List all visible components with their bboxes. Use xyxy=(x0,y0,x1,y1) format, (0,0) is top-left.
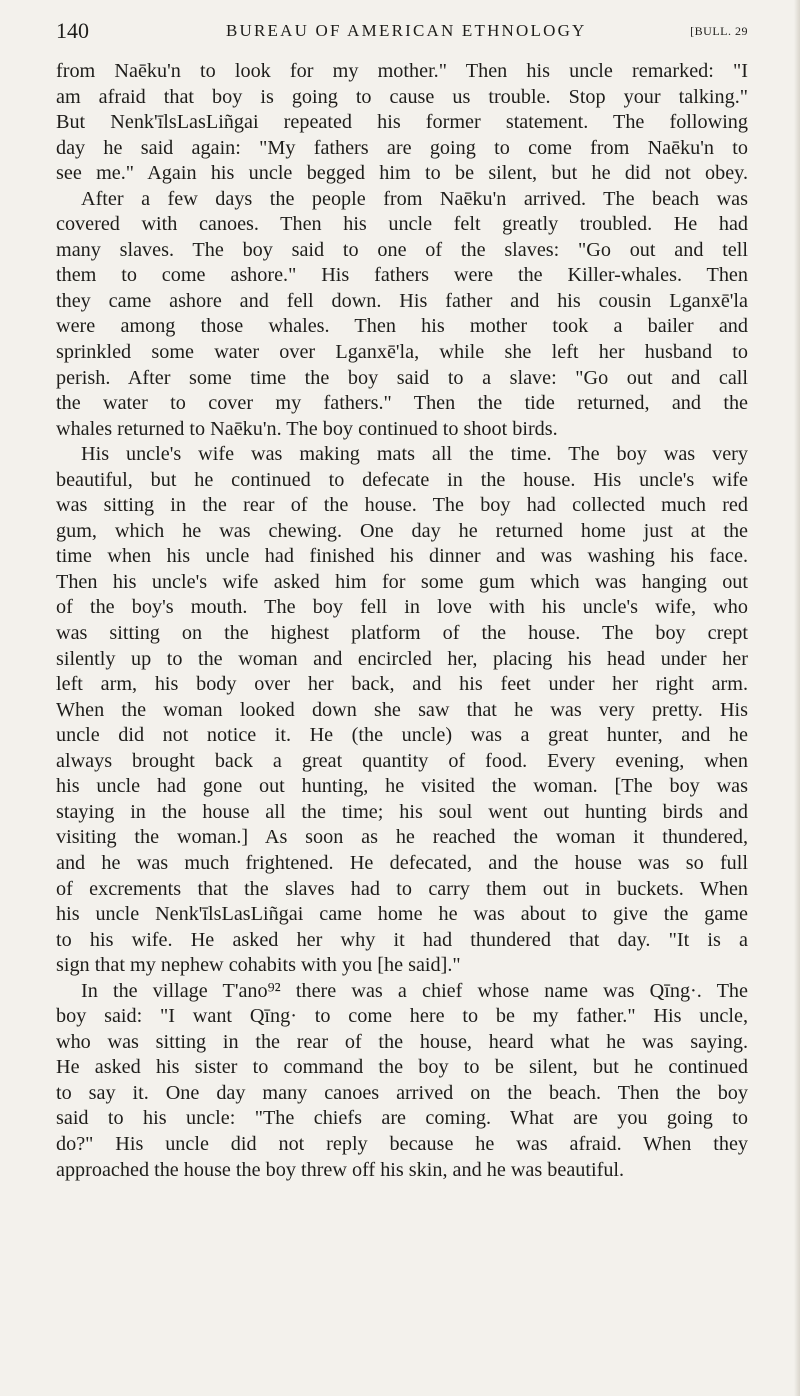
text-line: always brought back a great quantity of food. Every evening, when xyxy=(56,749,748,772)
bulletin-number: [BULL. 29 xyxy=(690,24,748,38)
text-line: He asked his sister to command the boy to be silent, but he continued xyxy=(56,1056,748,1079)
text-line: from Naēku'n to look for my mother." Then his uncle remarked: "I xyxy=(56,60,748,82)
text-line: who was sitting in the rear of the house, heard what he was saying. xyxy=(56,1030,748,1053)
text-line: to say it. One day many canoes arrived on the beach. Then the boy xyxy=(56,1081,748,1104)
text-line: was sitting in the rear of the house. The boy had collected much red xyxy=(56,494,748,517)
text-line: them to come ashore." His fathers were the Killer-whales. Then xyxy=(56,264,748,287)
text-line: to his wife. He asked her why it had thundered that day. "It is a xyxy=(56,928,748,951)
text-line: sprinkled some water over Lganxē'la, while she left her husband to xyxy=(56,341,748,364)
text-line: said to his uncle: "The chiefs are coming. What are you going to xyxy=(56,1107,748,1130)
text-line: see me." Again his uncle begged him to be silent, but he did not obey. xyxy=(56,162,748,185)
text-line: visiting the woman.] As soon as he reached the woman it thundered, xyxy=(56,826,748,849)
text-line: approached the house the boy threw off his skin, and he was beautiful. xyxy=(56,1158,625,1181)
running-header xyxy=(56,16,748,46)
text-line: beautiful, but he continued to defecate in the house. His uncle's wife xyxy=(56,468,748,491)
page-edge-shadow xyxy=(794,0,800,1396)
text-line: left arm, his body over her back, and his feet under her right arm. xyxy=(56,673,748,696)
text-line: gum, which he was chewing. One day he returned home just at the xyxy=(56,519,748,542)
text-line: time when his uncle had finished his dinner and was washing his face. xyxy=(56,545,748,568)
text-line: of the boy's mouth. The boy fell in love with his uncle's wife, who xyxy=(56,596,748,619)
text-line: do?" His uncle did not reply because he was afraid. When they xyxy=(56,1132,748,1155)
text-line: His uncle's wife was making mats all the time. The boy was very xyxy=(81,443,748,466)
text-line: was sitting on the highest platform of the house. The boy crept xyxy=(56,622,748,645)
text-line: sign that my nephew cohabits with you [he said]." xyxy=(56,954,461,977)
text-line: staying in the house all the time; his soul went out hunting birds and xyxy=(56,800,748,823)
text-line: whales returned to Naēku'n. The boy continued to shoot birds. xyxy=(56,417,558,440)
text-line: When the woman looked down she saw that he was very pretty. His xyxy=(56,698,748,721)
text-line: his uncle had gone out hunting, he visited the woman. [The boy was xyxy=(56,775,748,798)
text-line: were among those whales. Then his mother took a bailer and xyxy=(56,315,748,338)
text-line: boy said: "I want Qīng· to come here to be my father." His uncle, xyxy=(56,1005,748,1028)
text-line: am afraid that boy is going to cause us trouble. Stop your talking." xyxy=(56,85,748,108)
text-line: But Nenk'īlsLasLiñgai repeated his former statement. The following xyxy=(56,111,748,134)
body-text xyxy=(56,59,748,1183)
text-line: uncle did not notice it. He (the uncle) was a great hunter, and he xyxy=(56,724,748,747)
text-line: Then his uncle's wife asked him for some gum which was hanging out xyxy=(56,570,748,593)
text-line: of excrements that the slaves had to carry them out in buckets. When xyxy=(56,877,748,900)
text-line: In the village T'ano⁹² there was a chief whose name was Qīng·. The xyxy=(81,979,748,1002)
text-line: covered with canoes. Then his uncle felt greatly troubled. He had xyxy=(56,213,748,236)
text-line: day he said again: "My fathers are going to come from Naēku'n to xyxy=(56,136,748,159)
text-line: After a few days the people from Naēku'n arrived. The beach was xyxy=(81,187,748,210)
text-line: silently up to the woman and encircled her, placing his head under her xyxy=(56,647,748,670)
text-line: they came ashore and fell down. His father and his cousin Lganxē'la xyxy=(56,289,748,312)
text-line: perish. After some time the boy said to a slave: "Go out and call xyxy=(56,366,748,389)
running-title: BUREAU OF AMERICAN ETHNOLOGY xyxy=(226,21,587,40)
text-line: many slaves. The boy said to one of the slaves: "Go out and tell xyxy=(56,238,748,261)
text-line: and he was much frightened. He defecated, and the house was so full xyxy=(56,851,748,874)
text-line: the water to cover my fathers." Then the tide returned, and the xyxy=(56,392,748,415)
text-line: his uncle Nenk'īlsLasLiñgai came home he was about to give the game xyxy=(56,903,748,926)
page-number: 140 xyxy=(56,18,89,43)
